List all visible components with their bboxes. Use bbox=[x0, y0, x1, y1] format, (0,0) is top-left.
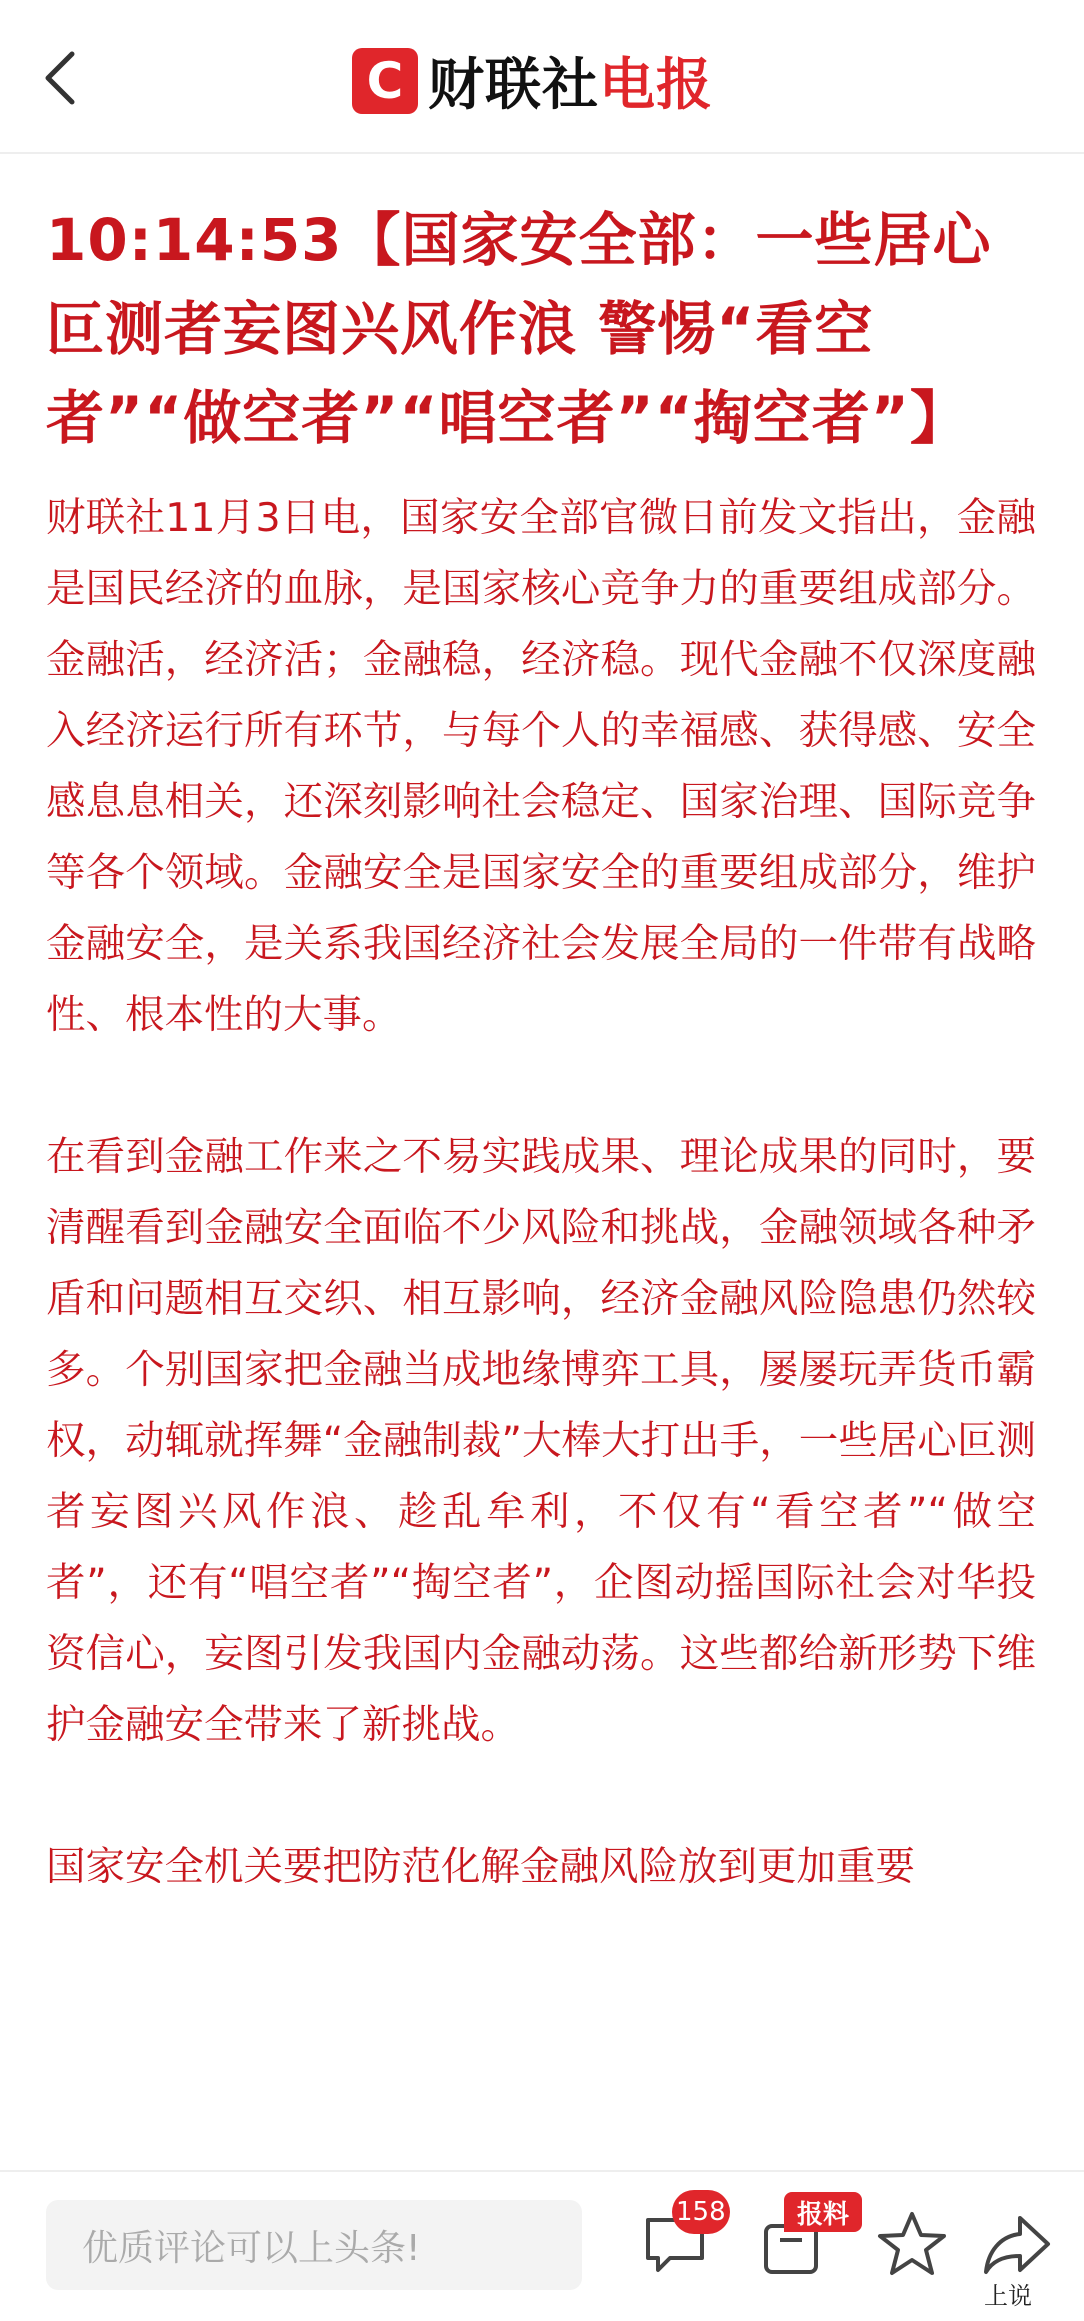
logo-mark: C bbox=[352, 48, 418, 114]
app-logo bbox=[352, 46, 713, 116]
article-headline: 10:14:53【国家安全部：一些居心叵测者妄图兴风作浪 警惕“看空者”“做空者”“唱空者”“掏空者”】 bbox=[46, 206, 992, 452]
article-body bbox=[46, 196, 1036, 1903]
comment-placeholder: 优质评论可以上头条! bbox=[82, 2227, 421, 2269]
back-button[interactable] bbox=[38, 46, 86, 110]
article-paragraph: 国家安全机关要把防范化解金融风险放到更加重要 bbox=[46, 1844, 915, 1890]
logo-text bbox=[428, 41, 713, 121]
article-paragraph: 财联社11月3日电，国家安全部官微日前发文指出，金融是国民经济的血脉，是国家核心竞争力的重要组成部分。金融活，经济活；金融稳，经济稳。现代金融不仅深度融入经济运行所有环节，与每个人的幸福感、获得感、安全感息息相关，还深刻影响社会稳定、国家治理、国际竞争等各个领域。金融安全是国家安全的重要组成部分，维护金融安全，是关系我国经济社会发展全局的一件带有战略性、根本性的大事。 bbox=[46, 495, 1036, 1038]
star-icon bbox=[876, 2208, 948, 2280]
bottom-action-bar bbox=[0, 2170, 1084, 2321]
forward-arrow-icon bbox=[980, 2210, 1054, 2280]
logo-text-brand: 财联社 bbox=[428, 53, 599, 118]
report-tag: 报料 bbox=[784, 2192, 862, 2232]
comment-input[interactable] bbox=[46, 2200, 582, 2290]
article-paragraph: 在看到金融工作来之不易实践成果、理论成果的同时，要清醒看到金融安全面临不少风险和挑战，金融领域各种矛盾和问题相互交织、相互影响，经济金融风险隐患仍然较多。个别国家把金融当成地缘博弈工具，屡屡玩弄货币霸权，动辄就挥舞“金融制裁”大棒大打出手，一些居心叵测者妄图兴风作浪、趁乱牟利，不仅有“看空者”“做空者”，还有“唱空者”“掏空者”，企图动摇国际社会对华投资信心，妄图引发我国内金融动荡。这些都给新形势下维护金融安全带来了新挑战。 bbox=[46, 1134, 1036, 1748]
watermark-text: 上说 bbox=[984, 2282, 1032, 2310]
favorite-button[interactable] bbox=[876, 2208, 948, 2280]
app-header bbox=[0, 0, 1084, 154]
logo-text-section: 电报 bbox=[599, 53, 713, 118]
chevron-left-icon bbox=[38, 46, 86, 110]
forward-button[interactable] bbox=[980, 2210, 1054, 2280]
comment-count-badge: 158 bbox=[672, 2190, 730, 2234]
